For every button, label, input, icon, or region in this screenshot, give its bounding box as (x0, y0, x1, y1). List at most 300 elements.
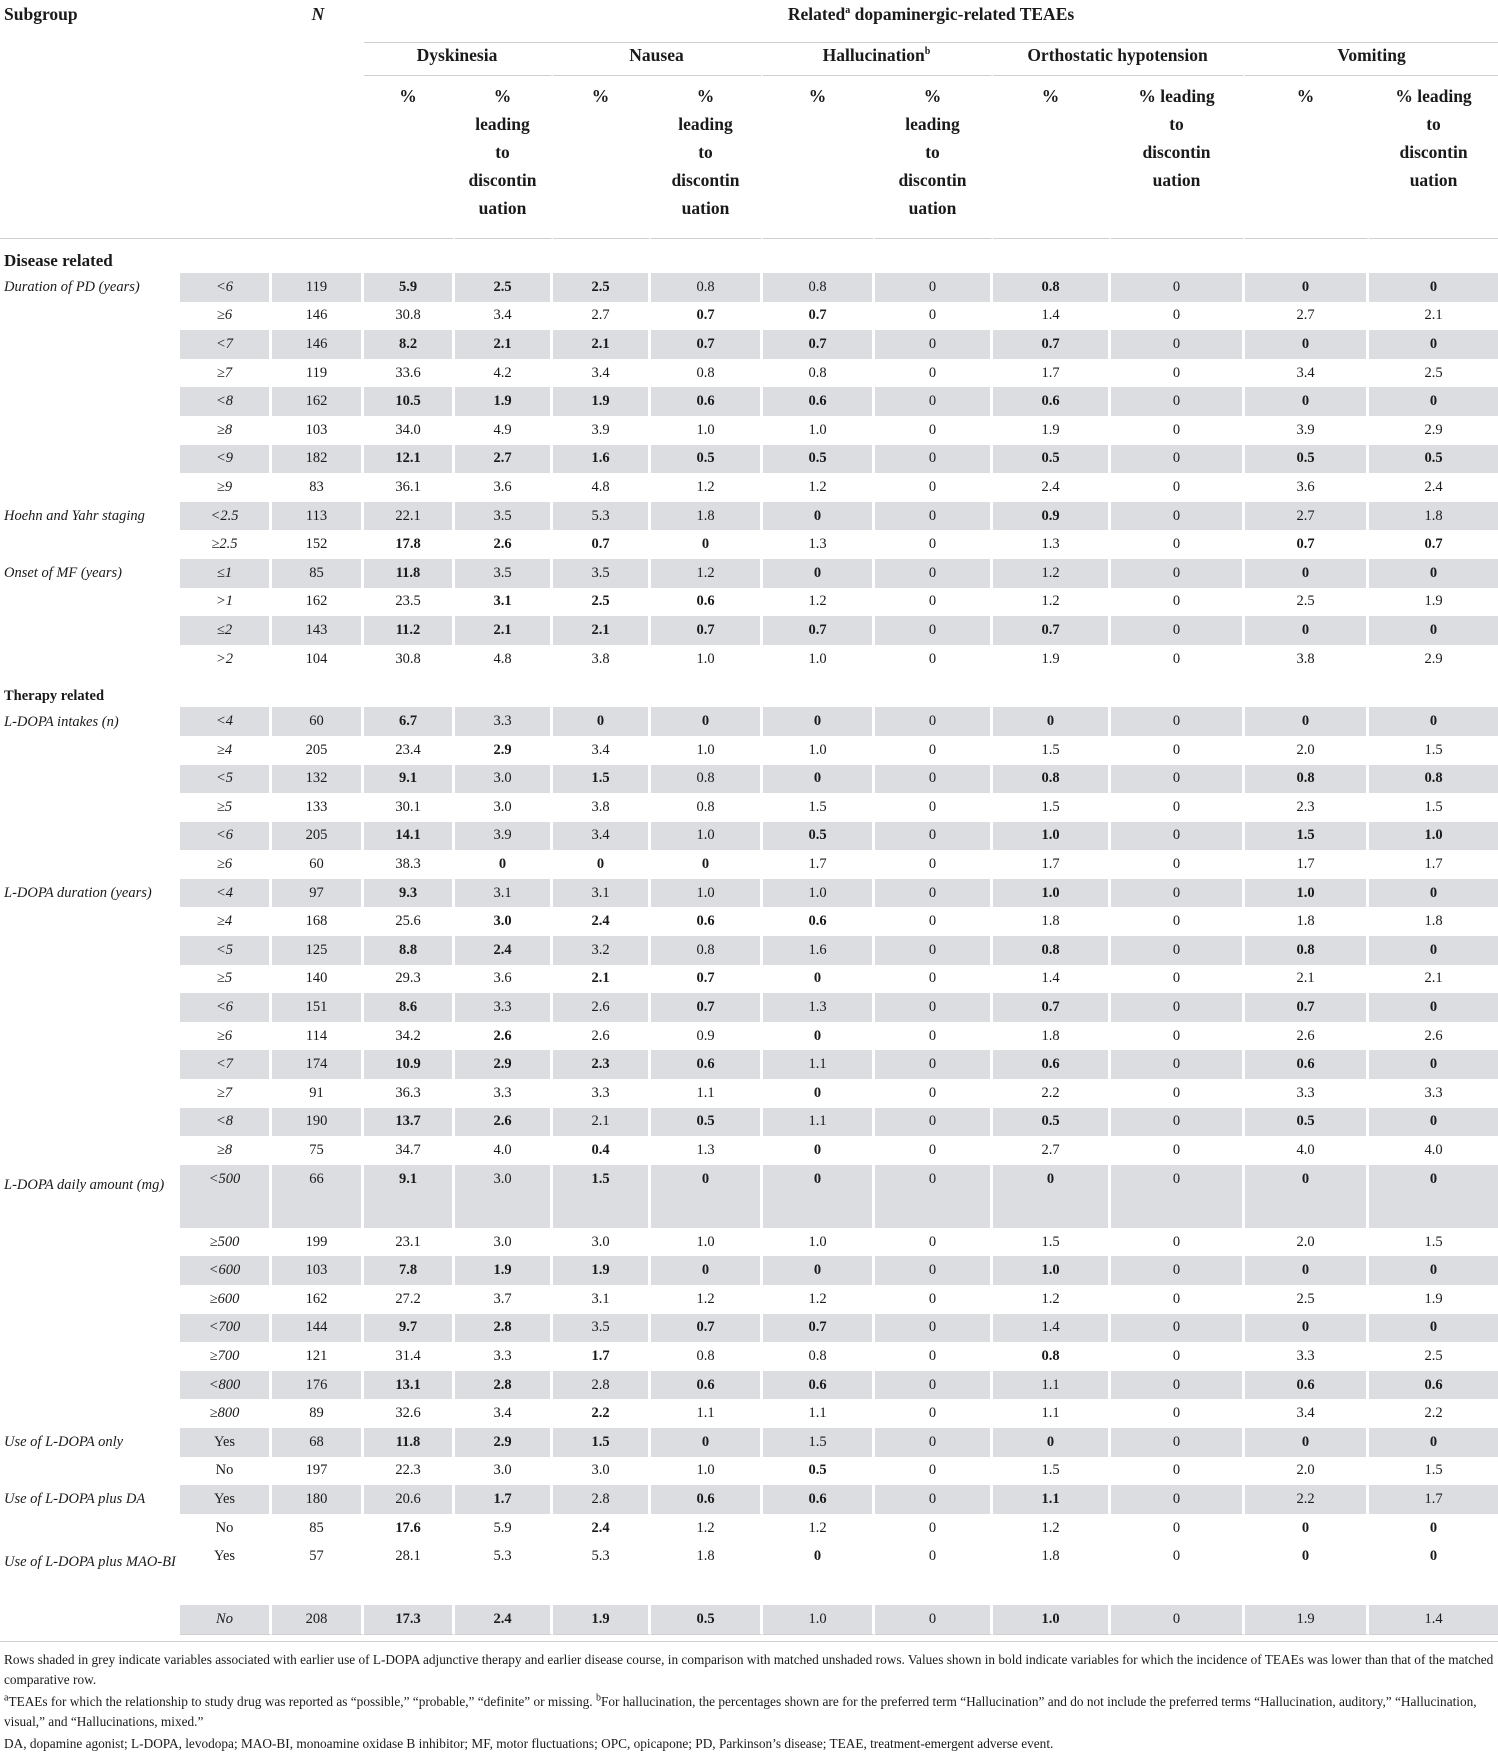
row-value: 0.7 (763, 302, 875, 331)
table-row (0, 1514, 1498, 1543)
row-value: 0.6 (1369, 1371, 1498, 1400)
table-row (0, 850, 1498, 879)
row-value: 0 (1369, 879, 1498, 908)
row-variable-label (0, 416, 180, 445)
row-value: 3.8 (553, 793, 651, 822)
row-value: 0 (1369, 1108, 1498, 1137)
row-value: 23.4 (364, 736, 455, 765)
row-category: No (180, 1514, 272, 1543)
row-category: <800 (180, 1371, 272, 1400)
row-variable-label (0, 1285, 180, 1314)
row-value: 27.2 (364, 1285, 455, 1314)
row-category: <500 (180, 1165, 272, 1228)
row-value: 0 (1245, 330, 1369, 359)
row-value: 0.5 (763, 822, 875, 851)
row-value: 3.7 (455, 1285, 553, 1314)
row-value: 9.3 (364, 879, 455, 908)
row-value: 3.6 (1245, 473, 1369, 502)
row-value: 1.4 (993, 965, 1111, 994)
row-value: 0 (993, 707, 1111, 736)
row-value: 3.0 (455, 907, 553, 936)
row-value: 1.6 (763, 936, 875, 965)
table-row (0, 559, 1498, 588)
row-n-value: 119 (272, 273, 364, 302)
row-value: 2.2 (1245, 1485, 1369, 1514)
row-variable-label (0, 1605, 180, 1635)
row-n-value: 113 (272, 502, 364, 531)
row-value: 2.4 (1424, 478, 1443, 495)
row-n-value: 176 (272, 1371, 364, 1400)
row-category: <9 (180, 445, 272, 474)
row-variable-label (0, 616, 180, 645)
row-value: 0 (875, 1485, 993, 1514)
table-row (0, 302, 1498, 331)
row-value: 34.7 (364, 1136, 455, 1165)
row-variable-label: Use of L-DOPA plus DA (4, 1491, 146, 1508)
row-n-value: 162 (272, 588, 364, 617)
row-value: 0 (875, 473, 993, 502)
row-category: <4 (180, 879, 272, 908)
row-value: 0.7 (553, 530, 651, 559)
row-value: 0.5 (993, 445, 1111, 474)
row-value: 1.5 (1424, 798, 1443, 815)
row-value: 2.6 (455, 530, 553, 559)
row-n-value: 205 (272, 736, 364, 765)
row-value: 17.8 (364, 530, 455, 559)
table-row (0, 907, 1498, 936)
row-value: 0.8 (763, 273, 875, 302)
row-value: 4.8 (553, 473, 651, 502)
row-value: 2.5 (553, 588, 651, 617)
row-value: 1.0 (651, 1457, 763, 1486)
row-value: 3.4 (1245, 1399, 1369, 1428)
row-value: 0 (651, 707, 763, 736)
table-row (0, 1050, 1498, 1079)
row-value: 1.2 (651, 559, 763, 588)
row-value: 0 (1111, 822, 1245, 851)
pct-header: % (553, 76, 651, 239)
table-row (0, 1228, 1498, 1257)
row-value: 8.8 (364, 936, 455, 965)
row-value: 0 (1111, 645, 1245, 674)
row-value: 0 (1245, 1542, 1369, 1605)
row-value: 13.1 (364, 1371, 455, 1400)
row-value: 3.9 (1245, 416, 1369, 445)
row-value: 0 (875, 1514, 993, 1543)
row-value: 3.1 (553, 879, 651, 908)
row-variable-label (0, 822, 180, 851)
row-value: 0.5 (651, 1605, 763, 1635)
row-value: 0 (875, 1457, 993, 1486)
row-value: 3.9 (455, 822, 553, 851)
row-value: 3.0 (553, 1228, 651, 1257)
row-value: 3.3 (1245, 1079, 1369, 1108)
row-value: 0 (1111, 1342, 1245, 1371)
row-category: <6 (180, 822, 272, 851)
row-value: 7.8 (364, 1256, 455, 1285)
row-value: 2.3 (1245, 793, 1369, 822)
row-variable-label: L-DOPA intakes (n) (4, 713, 119, 730)
row-value: 1.1 (763, 1399, 875, 1428)
table-row (0, 1399, 1498, 1428)
row-value: 0 (875, 645, 993, 674)
row-value: 1.7 (1424, 856, 1443, 873)
table-row (0, 416, 1498, 445)
row-value: 0.8 (651, 273, 763, 302)
row-value: 0.8 (993, 765, 1111, 794)
row-variable-label (0, 330, 180, 359)
row-value: 0 (1111, 993, 1245, 1022)
row-value: 2.8 (455, 1314, 553, 1343)
row-value: 11.8 (364, 1428, 455, 1457)
row-value: 3.3 (455, 1079, 553, 1108)
row-value: 0 (1111, 330, 1245, 359)
row-value: 0 (1369, 387, 1498, 416)
row-value: 9.7 (364, 1314, 455, 1343)
row-value: 34.2 (364, 1022, 455, 1051)
row-value: 0.5 (763, 445, 875, 474)
row-value: 17.3 (364, 1605, 455, 1635)
row-value: 4.0 (455, 1136, 553, 1165)
row-value: 20.6 (364, 1485, 455, 1514)
pct-discontinuation-header: % leading to discontin uation (651, 76, 763, 239)
row-value: 0 (875, 1542, 993, 1605)
pct-discontinuation-header: % leading to discontin uation (875, 76, 993, 239)
row-value: 1.3 (763, 993, 875, 1022)
row-value: 0.6 (763, 387, 875, 416)
row-value: 0 (1111, 1428, 1245, 1457)
row-value: 2.5 (455, 273, 553, 302)
row-value: 0.5 (993, 1108, 1111, 1137)
row-value: 0 (1111, 793, 1245, 822)
row-value: 3.0 (455, 1165, 553, 1228)
row-value: 2.7 (1245, 502, 1369, 531)
row-value: 0.6 (1245, 1371, 1369, 1400)
group-header-orthostatic-hypotension: Orthostatic hypotension (993, 43, 1245, 76)
row-category: <8 (180, 387, 272, 416)
table-header (0, 0, 1498, 239)
row-value: 1.1 (763, 1050, 875, 1079)
row-value: 2.6 (1424, 1027, 1443, 1044)
table-row (0, 616, 1498, 645)
row-n-value: 168 (272, 907, 364, 936)
row-value: 3.1 (455, 879, 553, 908)
row-value: 1.2 (993, 588, 1111, 617)
row-value: 22.3 (364, 1457, 455, 1486)
row-value: 0.6 (651, 1050, 763, 1079)
row-n-value: 104 (272, 645, 364, 674)
row-value: 3.6 (455, 965, 553, 994)
row-value: 0 (763, 1256, 875, 1285)
row-n-value: 60 (272, 707, 364, 736)
row-value: 0.7 (651, 993, 763, 1022)
row-value: 0 (1111, 765, 1245, 794)
row-value: 3.5 (553, 1314, 651, 1343)
row-variable-label: Duration of PD (years) (4, 279, 140, 296)
row-value: 0.7 (1424, 536, 1443, 553)
row-category: ≤1 (180, 559, 272, 588)
row-variable-label (0, 1371, 180, 1400)
n-header: N (311, 4, 325, 24)
row-value: 2.4 (455, 936, 553, 965)
row-value: 0 (1369, 559, 1498, 588)
row-value: 0 (1111, 1136, 1245, 1165)
row-value: 0 (1111, 616, 1245, 645)
row-category: <600 (180, 1256, 272, 1285)
row-n-value: 85 (272, 559, 364, 588)
row-value: 0.7 (651, 616, 763, 645)
row-value: 0 (1369, 993, 1498, 1022)
table-row (0, 502, 1498, 531)
row-value: 0 (1111, 416, 1245, 445)
row-value: 1.0 (651, 879, 763, 908)
abbreviations-note: DA, dopamine agonist; L-DOPA, levodopa; MAO-BI, monoamine oxidase B inhibitor; MF, motor fluctuations; OPC, opicapone; PD, Parkinson’s disease; TEAE, treatment-emergent adverse event. (4, 1735, 1054, 1751)
row-value: 0 (763, 559, 875, 588)
table-row (0, 445, 1498, 474)
row-value: 3.3 (553, 1079, 651, 1108)
row-value: 1.0 (1369, 822, 1498, 851)
row-value: 1.5 (993, 736, 1111, 765)
row-value: 0 (875, 1228, 993, 1257)
row-value: 1.0 (993, 822, 1111, 851)
row-value: 0.8 (651, 936, 763, 965)
row-value: 1.7 (455, 1485, 553, 1514)
row-value: 0 (1369, 273, 1498, 302)
row-value: 0.5 (1369, 445, 1498, 474)
row-value: 1.5 (553, 1165, 651, 1228)
row-value: 30.8 (364, 645, 455, 674)
row-value: 1.1 (993, 1371, 1111, 1400)
row-n-value: 208 (272, 1605, 364, 1635)
row-value: 1.1 (993, 1399, 1111, 1428)
row-value: 1.0 (763, 879, 875, 908)
row-n-value: 83 (272, 473, 364, 502)
row-value: 0 (1111, 473, 1245, 502)
row-value: 0 (651, 850, 763, 879)
table-row (0, 707, 1498, 736)
row-value: 0.8 (1245, 765, 1369, 794)
row-category: ≥500 (180, 1228, 272, 1257)
row-n-value: 121 (272, 1342, 364, 1371)
table-row (0, 793, 1498, 822)
row-value: 2.9 (1424, 650, 1443, 667)
row-value: 1.0 (763, 416, 875, 445)
row-value: 0 (763, 707, 875, 736)
row-category: ≥5 (180, 793, 272, 822)
row-value: 3.2 (553, 936, 651, 965)
row-value: 4.0 (1245, 1136, 1369, 1165)
row-category: Yes (180, 1428, 272, 1457)
row-value: 2.0 (1245, 1457, 1369, 1486)
row-value: 1.3 (763, 530, 875, 559)
row-value: 0 (1369, 1050, 1498, 1079)
row-value: 14.1 (364, 822, 455, 851)
row-value: 0 (763, 502, 875, 531)
row-category: <5 (180, 765, 272, 794)
row-category: ≥4 (180, 907, 272, 936)
row-value: 0.6 (763, 1485, 875, 1514)
row-value: 2.8 (455, 1371, 553, 1400)
row-category: <2.5 (180, 502, 272, 531)
row-value: 2.1 (553, 1108, 651, 1137)
row-n-value: 174 (272, 1050, 364, 1079)
row-value: 0 (1111, 1605, 1245, 1635)
row-value: 0.8 (763, 359, 875, 388)
table-row (0, 273, 1498, 302)
row-category: <700 (180, 1314, 272, 1343)
row-value: 22.1 (364, 502, 455, 531)
row-value: 0 (875, 879, 993, 908)
row-value: 0 (1111, 1371, 1245, 1400)
row-value: 38.3 (364, 850, 455, 879)
row-value: 0 (553, 850, 651, 879)
row-value: 0.6 (651, 588, 763, 617)
row-value: 0 (1369, 1165, 1498, 1228)
row-value: 0.6 (651, 1485, 763, 1514)
table-row (0, 359, 1498, 388)
row-category: >1 (180, 588, 272, 617)
row-n-value: 143 (272, 616, 364, 645)
row-value: 0 (875, 1108, 993, 1137)
row-value: 3.0 (455, 793, 553, 822)
row-value: 2.2 (993, 1079, 1111, 1108)
row-value: 1.2 (651, 1285, 763, 1314)
row-value: 4.2 (455, 359, 553, 388)
row-n-value: 60 (272, 850, 364, 879)
section-title: Therapy related (4, 688, 105, 705)
row-value: 0 (875, 530, 993, 559)
section-title: Disease related (4, 251, 113, 270)
row-value: 25.6 (364, 907, 455, 936)
row-value: 0 (875, 1079, 993, 1108)
row-variable-label (0, 1022, 180, 1051)
row-value: 0 (875, 1285, 993, 1314)
row-n-value: 125 (272, 936, 364, 965)
row-n-value: 85 (272, 1514, 364, 1543)
row-value: 1.0 (651, 736, 763, 765)
table-row (0, 1428, 1498, 1457)
row-value: 3.0 (455, 1457, 553, 1486)
row-value: 23.1 (364, 1228, 455, 1257)
row-category: ≥6 (180, 1022, 272, 1051)
row-value: 29.3 (364, 965, 455, 994)
row-variable-label (0, 1256, 180, 1285)
table-row (0, 1342, 1498, 1371)
row-value: 0.9 (651, 1022, 763, 1051)
row-n-value: 68 (272, 1428, 364, 1457)
row-value: 1.5 (1424, 1462, 1443, 1479)
row-value: 2.4 (553, 1514, 651, 1543)
row-value: 1.5 (763, 793, 875, 822)
row-value: 0.5 (1245, 1108, 1369, 1137)
row-n-value: 197 (272, 1457, 364, 1486)
row-category: <6 (180, 993, 272, 1022)
table-row (0, 1371, 1498, 1400)
row-value: 5.3 (553, 502, 651, 531)
row-category: <7 (180, 1050, 272, 1079)
row-value: 2.4 (553, 907, 651, 936)
row-value: 1.0 (763, 1228, 875, 1257)
row-value: 0 (1111, 502, 1245, 531)
row-value: 3.4 (455, 1399, 553, 1428)
row-value: 1.0 (763, 736, 875, 765)
row-value: 1.5 (553, 1428, 651, 1457)
row-variable-label (0, 1228, 180, 1257)
row-value: 0 (763, 1079, 875, 1108)
pct-discontinuation-header: % leading to discontin uation (455, 76, 553, 239)
row-value: 0.8 (651, 765, 763, 794)
row-value: 1.4 (1369, 1605, 1498, 1635)
row-value: 1.3 (993, 530, 1111, 559)
row-category: ≥6 (180, 850, 272, 879)
row-value: 0 (455, 850, 553, 879)
group-header-nausea: Nausea (553, 43, 763, 76)
table-row (0, 879, 1498, 908)
row-value: 2.1 (553, 616, 651, 645)
row-value: 3.3 (455, 993, 553, 1022)
table-row (0, 1314, 1498, 1343)
row-value: 1.2 (763, 1514, 875, 1543)
row-value: 0.5 (763, 1457, 875, 1486)
row-value: 34.0 (364, 416, 455, 445)
row-value: 3.8 (1245, 645, 1369, 674)
row-value: 0 (875, 445, 993, 474)
row-value: 10.5 (364, 387, 455, 416)
row-value: 1.3 (651, 1136, 763, 1165)
group-header-vomiting: Vomiting (1245, 43, 1498, 76)
row-value: 1.9 (1245, 1605, 1369, 1635)
row-value: 0 (875, 1022, 993, 1051)
row-variable-label (0, 445, 180, 474)
table-row (0, 1605, 1498, 1635)
row-value: 0 (1369, 1256, 1498, 1285)
row-n-value: 103 (272, 416, 364, 445)
row-value: 1.0 (763, 1605, 875, 1635)
related-teae-header: Related$^a$ dopaminergic-related TEAEs (364, 0, 1498, 43)
row-value: 5.3 (455, 1542, 553, 1605)
row-n-value: 144 (272, 1314, 364, 1343)
row-value: 1.0 (1245, 879, 1369, 908)
row-value: 1.7 (553, 1342, 651, 1371)
row-value: 2.1 (1245, 965, 1369, 994)
row-category: <4 (180, 707, 272, 736)
row-value: 0 (875, 616, 993, 645)
row-value: 0 (651, 1165, 763, 1228)
table-row (0, 1542, 1498, 1605)
row-value: 0 (1111, 879, 1245, 908)
row-value: 2.6 (455, 1022, 553, 1051)
row-value: 0.9 (993, 502, 1111, 531)
row-value: 0.6 (993, 1050, 1111, 1079)
row-value: 0 (1245, 273, 1369, 302)
row-variable-label (0, 850, 180, 879)
row-value: 1.9 (553, 1256, 651, 1285)
row-category: <6 (180, 273, 272, 302)
row-n-value: 132 (272, 765, 364, 794)
pct-header: % (993, 76, 1111, 239)
row-n-value: 162 (272, 1285, 364, 1314)
row-value: 3.5 (455, 559, 553, 588)
row-value: 3.3 (455, 707, 553, 736)
row-category: Yes (180, 1485, 272, 1514)
row-value: 12.1 (364, 445, 455, 474)
row-variable-label (0, 387, 180, 416)
row-value: 0.8 (651, 793, 763, 822)
row-value: 1.8 (1245, 907, 1369, 936)
row-category: Yes (180, 1542, 272, 1605)
table-row (0, 1108, 1498, 1137)
row-value: 2.0 (1245, 1228, 1369, 1257)
